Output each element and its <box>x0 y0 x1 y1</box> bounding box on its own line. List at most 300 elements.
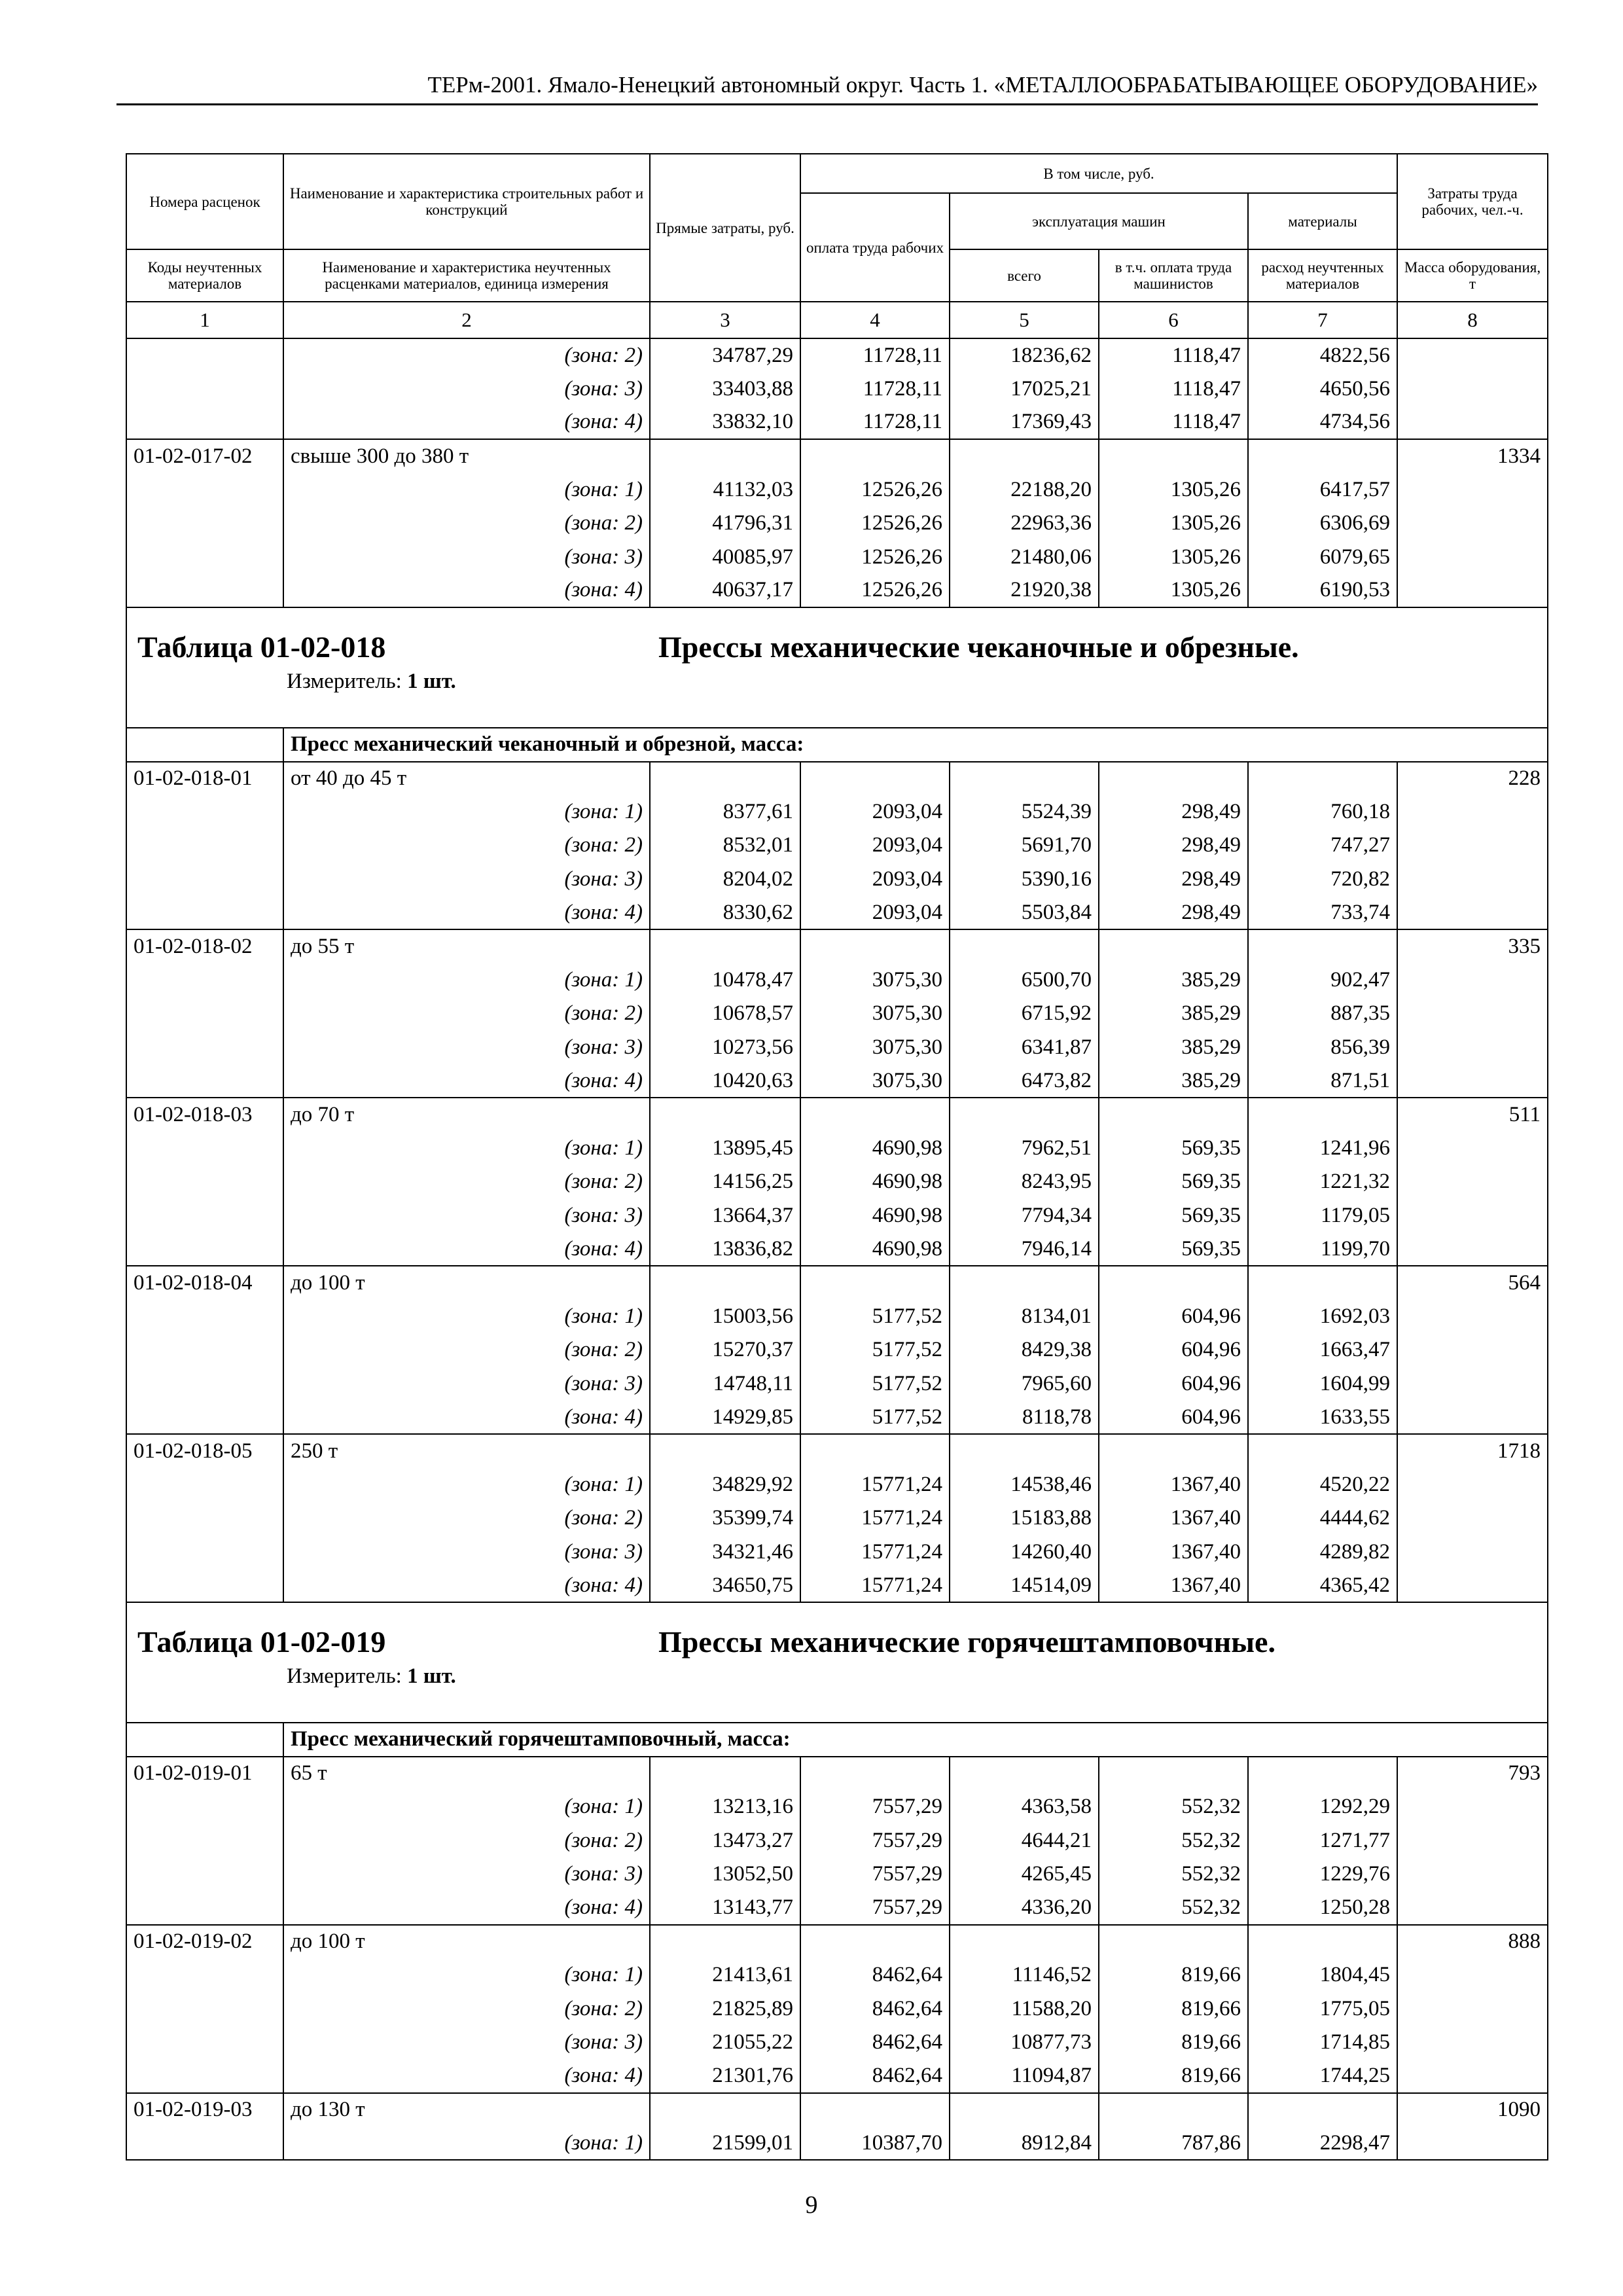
running-header: ТЕРм-2001. Ямало-Ненецкий автономный округ. Часть 1. «МЕТАЛЛООБРАБАТЫВАЮЩЕЕ ОБОРУДОВАНИЕ» <box>427 72 1538 98</box>
direct-cost-value: 41132,03 <box>650 473 800 507</box>
direct-cost-value: 34321,46 <box>650 1535 800 1569</box>
zone-row <box>126 1891 1548 1924</box>
operator-pay-value: 569,35 <box>1099 1165 1248 1198</box>
header-material-name: Наименование и характеристика неучтенных расценками материалов, единица измерения <box>283 249 650 302</box>
empty-cell <box>800 1098 950 1131</box>
empty-cell <box>1397 1199 1548 1232</box>
operator-pay-value: 604,96 <box>1099 1300 1248 1333</box>
machines-total-value: 17369,43 <box>950 406 1099 439</box>
empty-cell <box>126 406 283 439</box>
direct-cost-value: 14748,11 <box>650 1367 800 1401</box>
rate-item-row <box>126 1266 1548 1299</box>
empty-cell <box>1397 574 1548 607</box>
direct-cost-value: 13052,50 <box>650 1857 800 1891</box>
zone-row <box>126 574 1548 607</box>
zone-row <box>126 829 1548 862</box>
empty-cell <box>650 1434 800 1467</box>
empty-cell <box>650 762 800 795</box>
machines-total-value: 11588,20 <box>950 1992 1099 2025</box>
direct-cost-value: 40085,97 <box>650 540 800 573</box>
worker-pay-value: 12526,26 <box>800 473 950 507</box>
machines-total-value: 5503,84 <box>950 896 1099 929</box>
materials-value: 887,35 <box>1248 997 1397 1030</box>
zone-row <box>126 1401 1548 1434</box>
empty-cell <box>126 1300 283 1333</box>
zone-row <box>126 2059 1548 2092</box>
materials-value: 1744,25 <box>1248 2059 1397 2092</box>
rate-name: 250 т <box>283 1434 650 1467</box>
labor-cost-value: 228 <box>1397 762 1548 795</box>
empty-cell <box>800 439 950 473</box>
empty-cell <box>1099 1757 1248 1790</box>
zone-row <box>126 1992 1548 2025</box>
zone-row <box>126 2126 1548 2160</box>
zone-label: (зона: 2) <box>283 338 650 372</box>
column-number: 3 <box>650 302 800 338</box>
empty-cell <box>126 795 283 829</box>
machines-total-value: 4336,20 <box>950 1891 1099 1924</box>
empty-cell <box>126 1723 283 1756</box>
column-number: 4 <box>800 302 950 338</box>
rate-name: до 55 т <box>283 929 650 963</box>
machines-total-value: 8243,95 <box>950 1165 1099 1198</box>
empty-cell <box>126 1199 283 1232</box>
zone-row <box>126 1132 1548 1165</box>
empty-cell <box>1099 2093 1248 2126</box>
table-title: Прессы механические горячештамповочные. <box>658 1625 1275 1659</box>
direct-cost-value: 13664,37 <box>650 1199 800 1232</box>
empty-cell <box>1397 997 1548 1030</box>
worker-pay-value: 3075,30 <box>800 1031 950 1064</box>
materials-value: 1241,96 <box>1248 1132 1397 1165</box>
empty-cell <box>800 1266 950 1299</box>
rate-item-row <box>126 929 1548 963</box>
empty-cell <box>1248 2093 1397 2126</box>
operator-pay-value: 385,29 <box>1099 1031 1248 1064</box>
empty-cell <box>1397 1165 1548 1198</box>
materials-value: 747,27 <box>1248 829 1397 862</box>
zone-label: (зона: 4) <box>283 1401 650 1434</box>
empty-cell <box>126 1992 283 2025</box>
zone-label: (зона: 4) <box>283 1891 650 1924</box>
empty-cell <box>1397 1401 1548 1434</box>
group-header-row <box>126 728 1548 761</box>
materials-value: 4444,62 <box>1248 1501 1397 1535</box>
empty-cell <box>950 2093 1099 2126</box>
empty-cell <box>1397 795 1548 829</box>
worker-pay-value: 11728,11 <box>800 372 950 405</box>
direct-cost-value: 10478,47 <box>650 963 800 997</box>
operator-pay-value: 1367,40 <box>1099 1501 1248 1535</box>
operator-pay-value: 604,96 <box>1099 1401 1248 1434</box>
worker-pay-value: 3075,30 <box>800 1064 950 1098</box>
empty-cell <box>126 1891 283 1924</box>
rate-code: 01-02-019-01 <box>126 1757 283 1790</box>
price-table <box>126 153 1548 2161</box>
machines-total-value: 17025,21 <box>950 372 1099 405</box>
operator-pay-value: 385,29 <box>1099 997 1248 1030</box>
zone-row <box>126 1468 1548 1501</box>
empty-cell <box>126 963 283 997</box>
zone-row <box>126 1199 1548 1232</box>
empty-cell <box>650 1925 800 1958</box>
direct-cost-value: 13895,45 <box>650 1132 800 1165</box>
empty-cell <box>1248 762 1397 795</box>
materials-value: 6079,65 <box>1248 540 1397 573</box>
empty-cell <box>1248 1098 1397 1131</box>
operator-pay-value: 552,32 <box>1099 1891 1248 1924</box>
labor-cost-value: 1718 <box>1397 1434 1548 1467</box>
direct-cost-value: 34787,29 <box>650 338 800 372</box>
worker-pay-value: 4690,98 <box>800 1232 950 1266</box>
empty-cell <box>126 1501 283 1535</box>
empty-cell <box>1397 1031 1548 1064</box>
machines-total-value: 6715,92 <box>950 997 1099 1030</box>
labor-cost-value: 888 <box>1397 1925 1548 1958</box>
empty-cell <box>1397 1958 1548 1992</box>
header-work-name: Наименование и характеристика строительных работ и конструкций <box>283 154 650 249</box>
machines-total-value: 8429,38 <box>950 1333 1099 1367</box>
worker-pay-value: 12526,26 <box>800 574 950 607</box>
column-number: 6 <box>1099 302 1248 338</box>
empty-cell <box>800 929 950 963</box>
empty-cell <box>800 1434 950 1467</box>
empty-cell <box>1099 762 1248 795</box>
machines-total-value: 7962,51 <box>950 1132 1099 1165</box>
rate-item-row <box>126 1757 1548 1790</box>
worker-pay-value: 8462,64 <box>800 1958 950 1992</box>
empty-cell <box>650 2093 800 2126</box>
empty-cell <box>1099 929 1248 963</box>
materials-value: 1221,32 <box>1248 1165 1397 1198</box>
zone-row <box>126 1232 1548 1266</box>
materials-value: 1250,28 <box>1248 1891 1397 1924</box>
table-number: Таблица 01-02-019 <box>137 1625 386 1659</box>
empty-cell <box>650 439 800 473</box>
direct-cost-value: 33403,88 <box>650 372 800 405</box>
zone-row <box>126 406 1548 439</box>
header-including: В том числе, руб. <box>800 154 1397 193</box>
machines-total-value: 5524,39 <box>950 795 1099 829</box>
empty-cell <box>800 1757 950 1790</box>
rate-code: 01-02-019-02 <box>126 1925 283 1958</box>
zone-row <box>126 795 1548 829</box>
operator-pay-value: 552,32 <box>1099 1857 1248 1891</box>
worker-pay-value: 11728,11 <box>800 406 950 439</box>
rate-code: 01-02-018-05 <box>126 1434 283 1467</box>
empty-cell <box>1397 1300 1548 1333</box>
materials-value: 1714,85 <box>1248 2026 1397 2059</box>
measure-unit <box>137 668 1539 694</box>
machines-total-value: 18236,62 <box>950 338 1099 372</box>
empty-cell <box>1397 1132 1548 1165</box>
table-title-row <box>126 1602 1548 1723</box>
column-number: 1 <box>126 302 283 338</box>
empty-cell <box>126 507 283 540</box>
empty-cell <box>1397 1823 1548 1857</box>
zone-label: (зона: 2) <box>283 1823 650 1857</box>
worker-pay-value: 10387,70 <box>800 2126 950 2160</box>
empty-cell <box>126 1132 283 1165</box>
operator-pay-value: 298,49 <box>1099 863 1248 896</box>
empty-cell <box>126 1790 283 1823</box>
machines-total-value: 21920,38 <box>950 574 1099 607</box>
empty-cell <box>1248 929 1397 963</box>
rate-name: до 100 т <box>283 1925 650 1958</box>
direct-cost-value: 13836,82 <box>650 1232 800 1266</box>
materials-value: 1804,45 <box>1248 1958 1397 1992</box>
empty-cell <box>1099 439 1248 473</box>
zone-row <box>126 372 1548 405</box>
operator-pay-value: 569,35 <box>1099 1199 1248 1232</box>
empty-cell <box>950 1098 1099 1131</box>
machines-total-value: 7794,34 <box>950 1199 1099 1232</box>
empty-cell <box>126 1468 283 1501</box>
empty-cell <box>1397 372 1548 405</box>
measure-value: 1 шт. <box>407 670 456 694</box>
machines-total-value: 21480,06 <box>950 540 1099 573</box>
zone-label: (зона: 1) <box>283 963 650 997</box>
empty-cell <box>1099 1434 1248 1467</box>
zone-label: (зона: 2) <box>283 507 650 540</box>
group-header: Пресс механический горячештамповочный, масса: <box>283 1723 1548 1756</box>
empty-cell <box>1099 1925 1248 1958</box>
machines-total-value: 8134,01 <box>950 1300 1099 1333</box>
direct-cost-value: 21301,76 <box>650 2059 800 2092</box>
operator-pay-value: 819,66 <box>1099 1992 1248 2025</box>
empty-cell <box>650 1266 800 1299</box>
worker-pay-value: 2093,04 <box>800 829 950 862</box>
table-title-block <box>126 607 1548 728</box>
rate-code: 01-02-018-03 <box>126 1098 283 1131</box>
empty-cell <box>650 1098 800 1131</box>
machines-total-value: 11146,52 <box>950 1958 1099 1992</box>
header-equipment-mass: Масса оборудования, т <box>1397 249 1548 302</box>
machines-total-value: 6500,70 <box>950 963 1099 997</box>
zone-label: (зона: 1) <box>283 473 650 507</box>
labor-cost-value: 1090 <box>1397 2093 1548 2126</box>
zone-row <box>126 1031 1548 1064</box>
empty-cell <box>950 439 1099 473</box>
rate-item-row <box>126 762 1548 795</box>
empty-cell <box>1397 2026 1548 2059</box>
empty-cell <box>126 1958 283 1992</box>
direct-cost-value: 33832,10 <box>650 406 800 439</box>
empty-cell <box>950 1266 1099 1299</box>
operator-pay-value: 552,32 <box>1099 1823 1248 1857</box>
rate-code: 01-02-018-04 <box>126 1266 283 1299</box>
rate-code: 01-02-017-02 <box>126 439 283 473</box>
empty-cell <box>1248 1266 1397 1299</box>
empty-cell <box>1397 1064 1548 1098</box>
empty-cell <box>126 863 283 896</box>
materials-value: 1292,29 <box>1248 1790 1397 1823</box>
rate-item-row <box>126 1925 1548 1958</box>
worker-pay-value: 4690,98 <box>800 1165 950 1198</box>
header-machines: эксплуатация машин <box>950 193 1248 249</box>
zone-label: (зона: 1) <box>283 1790 650 1823</box>
worker-pay-value: 12526,26 <box>800 507 950 540</box>
empty-cell <box>126 1823 283 1857</box>
materials-value: 1633,55 <box>1248 1401 1397 1434</box>
empty-cell <box>126 1333 283 1367</box>
zone-label: (зона: 4) <box>283 574 650 607</box>
empty-cell <box>1397 1857 1548 1891</box>
worker-pay-value: 8462,64 <box>800 2026 950 2059</box>
column-number: 8 <box>1397 302 1548 338</box>
direct-cost-value: 21055,22 <box>650 2026 800 2059</box>
zone-row <box>126 1333 1548 1367</box>
labor-cost-value: 1334 <box>1397 439 1548 473</box>
materials-value: 1199,70 <box>1248 1232 1397 1266</box>
materials-value: 856,39 <box>1248 1031 1397 1064</box>
column-number: 7 <box>1248 302 1397 338</box>
measure-value: 1 шт. <box>407 1664 456 1689</box>
empty-cell <box>1397 1535 1548 1569</box>
zone-row <box>126 1823 1548 1857</box>
header-materials: материалы <box>1248 193 1397 249</box>
machines-total-value: 14538,46 <box>950 1468 1099 1501</box>
operator-pay-value: 569,35 <box>1099 1232 1248 1266</box>
zone-label: (зона: 3) <box>283 1031 650 1064</box>
direct-cost-value: 8377,61 <box>650 795 800 829</box>
empty-cell <box>126 2059 283 2092</box>
direct-cost-value: 21825,89 <box>650 1992 800 2025</box>
empty-cell <box>800 1925 950 1958</box>
zone-row <box>126 1535 1548 1569</box>
zone-label: (зона: 2) <box>283 829 650 862</box>
machines-total-value: 4363,58 <box>950 1790 1099 1823</box>
empty-cell <box>1397 507 1548 540</box>
empty-cell <box>1397 1569 1548 1602</box>
zone-label: (зона: 4) <box>283 896 650 929</box>
direct-cost-value: 10420,63 <box>650 1064 800 1098</box>
zone-row <box>126 1857 1548 1891</box>
operator-pay-value: 1367,40 <box>1099 1569 1248 1602</box>
zone-row <box>126 507 1548 540</box>
header-direct-cost: Прямые затраты, руб. <box>650 154 800 302</box>
direct-cost-value: 14929,85 <box>650 1401 800 1434</box>
empty-cell <box>1397 1891 1548 1924</box>
zone-label: (зона: 3) <box>283 863 650 896</box>
materials-value: 1271,77 <box>1248 1823 1397 1857</box>
header-machines-total: всего <box>950 249 1099 302</box>
worker-pay-value: 5177,52 <box>800 1333 950 1367</box>
column-number-row <box>126 302 1548 338</box>
worker-pay-value: 2093,04 <box>800 795 950 829</box>
empty-cell <box>1397 1367 1548 1401</box>
machines-total-value: 8118,78 <box>950 1401 1099 1434</box>
empty-cell <box>1397 963 1548 997</box>
operator-pay-value: 1305,26 <box>1099 574 1248 607</box>
zone-row <box>126 963 1548 997</box>
direct-cost-value: 15003,56 <box>650 1300 800 1333</box>
empty-cell <box>1397 338 1548 372</box>
empty-cell <box>1248 1757 1397 1790</box>
table-title: Прессы механические чеканочные и обрезные. <box>658 630 1299 664</box>
empty-cell <box>126 574 283 607</box>
empty-cell <box>950 1434 1099 1467</box>
zone-label: (зона: 3) <box>283 372 650 405</box>
direct-cost-value: 14156,25 <box>650 1165 800 1198</box>
direct-cost-value: 40637,17 <box>650 574 800 607</box>
empty-cell <box>1099 1098 1248 1131</box>
group-header: Пресс механический чеканочный и обрезной, масса: <box>283 728 1548 761</box>
zone-row <box>126 1165 1548 1198</box>
zone-row <box>126 1300 1548 1333</box>
operator-pay-value: 1305,26 <box>1099 473 1248 507</box>
machines-total-value: 8912,84 <box>950 2126 1099 2160</box>
machines-total-value: 14514,09 <box>950 1569 1099 1602</box>
worker-pay-value: 8462,64 <box>800 2059 950 2092</box>
zone-label: (зона: 3) <box>283 540 650 573</box>
empty-cell <box>126 473 283 507</box>
zone-label: (зона: 3) <box>283 1857 650 1891</box>
empty-cell <box>126 1535 283 1569</box>
direct-cost-value: 10273,56 <box>650 1031 800 1064</box>
materials-value: 4365,42 <box>1248 1569 1397 1602</box>
empty-cell <box>1397 2059 1548 2092</box>
machines-total-value: 22188,20 <box>950 473 1099 507</box>
empty-cell <box>126 1031 283 1064</box>
direct-cost-value: 21413,61 <box>650 1958 800 1992</box>
zone-label: (зона: 3) <box>283 1199 650 1232</box>
direct-cost-value: 13143,77 <box>650 1891 800 1924</box>
machines-total-value: 6341,87 <box>950 1031 1099 1064</box>
operator-pay-value: 604,96 <box>1099 1333 1248 1367</box>
direct-cost-value: 10678,57 <box>650 997 800 1030</box>
zone-label: (зона: 2) <box>283 1165 650 1198</box>
empty-cell <box>1397 1468 1548 1501</box>
worker-pay-value: 15771,24 <box>800 1535 950 1569</box>
rate-code: 01-02-019-03 <box>126 2093 283 2126</box>
empty-cell <box>126 1064 283 1098</box>
empty-cell <box>126 1401 283 1434</box>
materials-value: 1775,05 <box>1248 1992 1397 2025</box>
rate-item-row <box>126 1434 1548 1467</box>
zone-label: (зона: 4) <box>283 1232 650 1266</box>
zone-label: (зона: 2) <box>283 1333 650 1367</box>
rate-name: до 130 т <box>283 2093 650 2126</box>
labor-cost-value: 564 <box>1397 1266 1548 1299</box>
empty-cell <box>1397 2126 1548 2160</box>
zone-label: (зона: 1) <box>283 1300 650 1333</box>
direct-cost-value: 8204,02 <box>650 863 800 896</box>
worker-pay-value: 5177,52 <box>800 1300 950 1333</box>
empty-cell <box>126 1367 283 1401</box>
worker-pay-value: 5177,52 <box>800 1367 950 1401</box>
machines-total-value: 5691,70 <box>950 829 1099 862</box>
empty-cell <box>650 1757 800 1790</box>
direct-cost-value: 15270,37 <box>650 1333 800 1367</box>
empty-cell <box>1248 1925 1397 1958</box>
page-number: 9 <box>805 2191 818 2219</box>
materials-value: 4734,56 <box>1248 406 1397 439</box>
labor-cost-value: 335 <box>1397 929 1548 963</box>
empty-cell <box>126 1857 283 1891</box>
materials-value: 4520,22 <box>1248 1468 1397 1501</box>
rate-item-row <box>126 1098 1548 1131</box>
zone-row <box>126 338 1548 372</box>
operator-pay-value: 819,66 <box>1099 2059 1248 2092</box>
machines-total-value: 4265,45 <box>950 1857 1099 1891</box>
zone-label: (зона: 3) <box>283 2026 650 2059</box>
header-rate-number: Номера расценок <box>126 154 283 249</box>
operator-pay-value: 552,32 <box>1099 1790 1248 1823</box>
direct-cost-value: 21599,01 <box>650 2126 800 2160</box>
operator-pay-value: 298,49 <box>1099 896 1248 929</box>
direct-cost-value: 8532,01 <box>650 829 800 862</box>
